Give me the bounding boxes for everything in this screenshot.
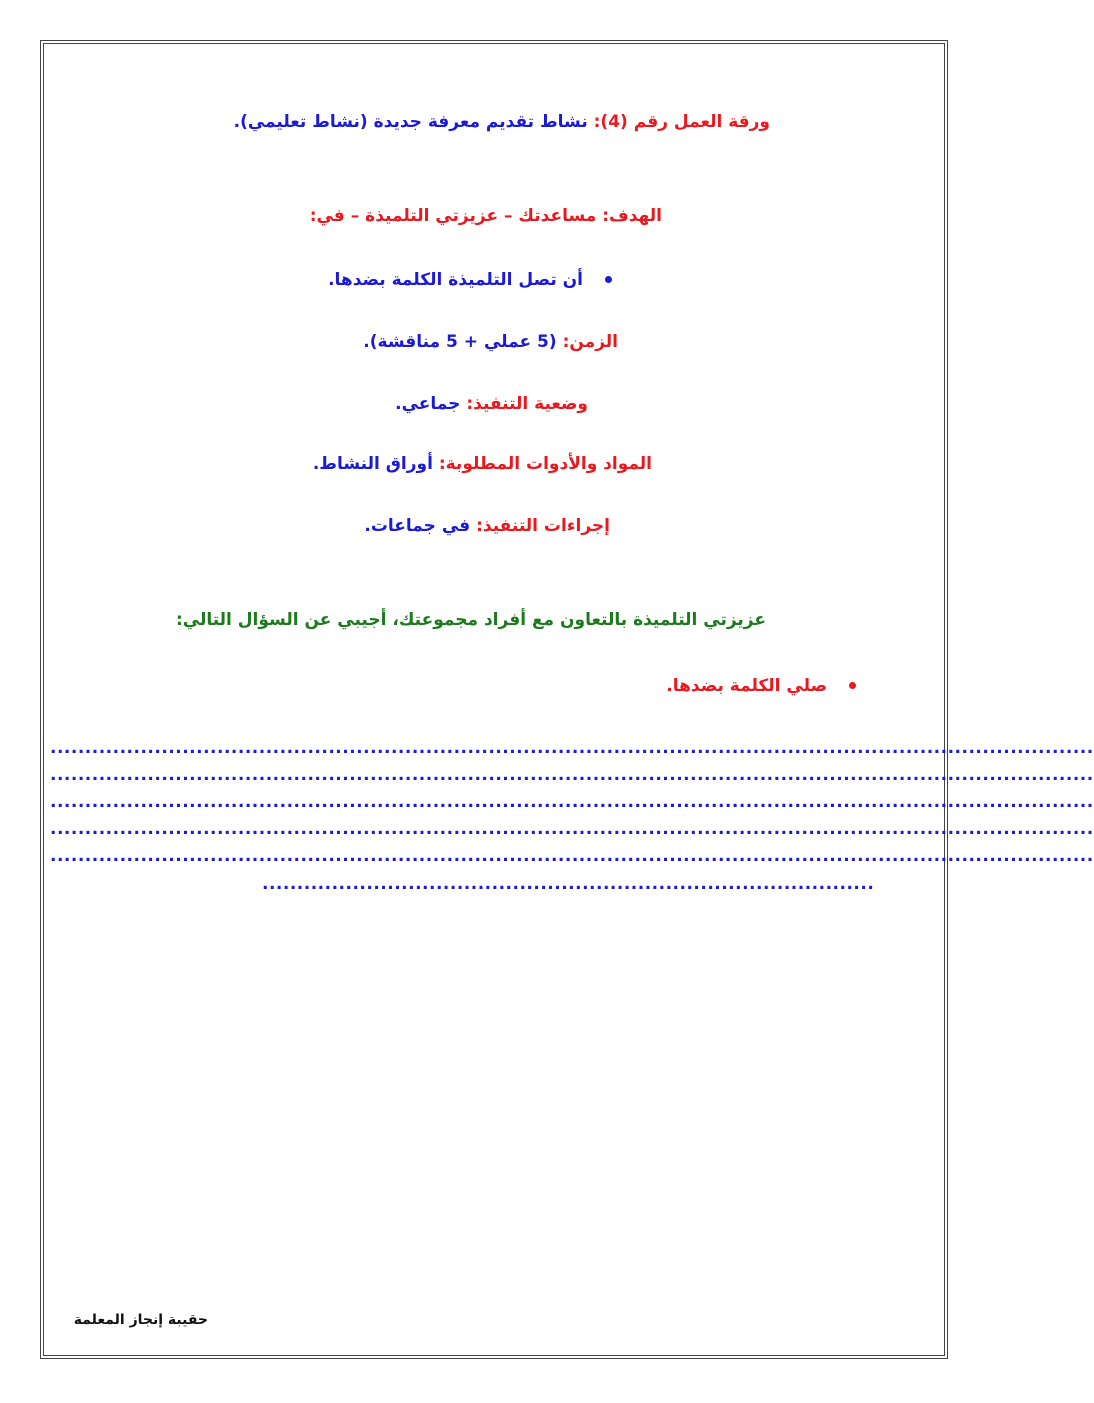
task-item (666, 674, 856, 698)
mode-label: وضعية التنفيذ: (466, 394, 588, 414)
materials-row (313, 452, 652, 476)
materials-value: أوراق النشاط. (312, 454, 433, 474)
goal-objective-text: أن تصل التلميذة الكلمة بضدها. (328, 270, 583, 290)
worksheet-title (234, 110, 770, 134)
mode-value: جماعي. (395, 394, 461, 414)
answer-line-2[interactable]: ...................................................................................................................................................... (50, 765, 1094, 785)
worksheet-title-text: نشاط تقديم معرفة جديدة (نشاط تعليمي). (233, 112, 588, 132)
answer-line-3[interactable]: ...................................................................................................................................................... (50, 792, 1094, 812)
procedures-row (364, 514, 610, 538)
answer-line-6[interactable]: ........................................................................................ (262, 874, 875, 894)
worksheet-title-label: ورقة العمل رقم (4): (593, 112, 770, 132)
mode-row (395, 392, 588, 416)
goal-objective (328, 268, 612, 292)
instruction-text: عزيزتي التلميذة بالتعاون مع أفراد مجموعتك، أجيبي عن السؤال التالي: (175, 610, 766, 630)
goal-heading: الهدف: مساعدتك – عزيزتي التلميذة – في: (309, 206, 662, 226)
task-text: صلي الكلمة بضدها. (666, 676, 827, 696)
time-row (363, 330, 618, 354)
time-value: (5 عملي + 5 مناقشة). (363, 332, 557, 352)
procedures-label: إجراءات التنفيذ: (476, 516, 610, 536)
page-border (40, 40, 1094, 1359)
bullet-icon (849, 682, 856, 689)
procedures-value: في جماعات. (364, 516, 471, 536)
footer-text: حقيبة إنجاز المعلمة (73, 1312, 208, 1328)
materials-label: المواد والأدوات المطلوبة: (438, 454, 652, 474)
answer-line-4[interactable]: ...................................................................................................................................................... (50, 819, 1094, 839)
bullet-icon (605, 276, 612, 283)
answer-line-5[interactable]: ...................................................................................................................................................... (50, 846, 1094, 866)
time-label: الزمن: (562, 332, 618, 352)
answer-line-1[interactable]: ...................................................................................................................................................... (50, 738, 1094, 758)
